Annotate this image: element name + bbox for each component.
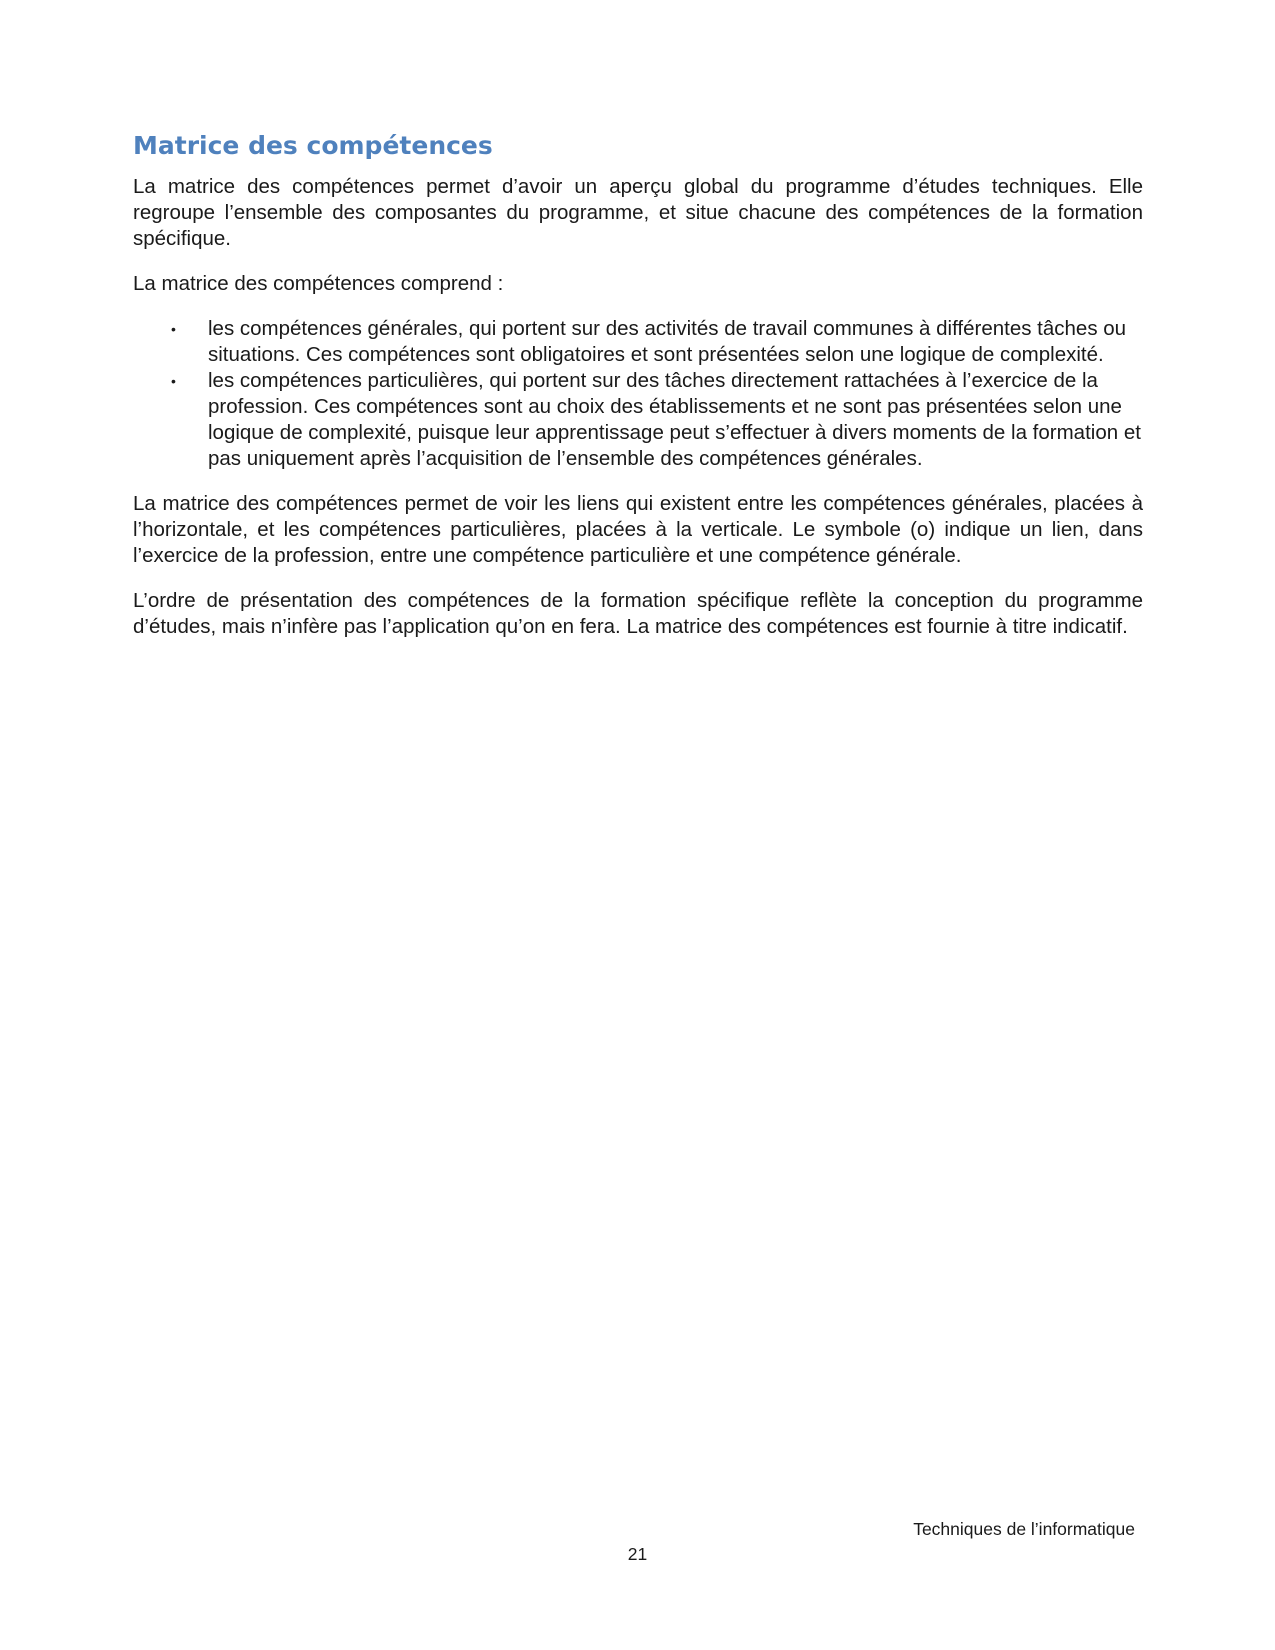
ordre-paragraph: L’ordre de présentation des compétences de la formation spécifique reflète la conception du programme d’études, mais n’infère pas l’application qu’on en fera. La matrice des compétences est fournie à titre indicatif. <box>133 589 1143 638</box>
bullet-icon: • <box>171 321 176 337</box>
footer-document-title: Techniques de l’informatique <box>913 1519 1135 1539</box>
footer-page-number: 21 <box>627 1544 648 1564</box>
bullet-text: les compétences générales, qui portent sur des activités de travail communes à différentes tâches ou situations. Ces compétences sont obligatoires et sont présentées selon une logique de complexité. <box>208 317 1127 366</box>
bullet-text: les compétences particulières, qui portent sur des tâches directement rattachées à l’exercice de la profession. Ces compétences sont au choix des établissements et ne sont pas présentées selon une logique de complexité, puisque leur apprentissage peut s’effectuer à divers moments de la formation et pas uniquement après l’acquisition de l’ensemble des compétences générales. <box>208 369 1141 470</box>
comprend-paragraph: La matrice des compétences comprend : <box>133 272 504 295</box>
bullet-icon: • <box>171 373 176 389</box>
bullet-item-generales <box>171 316 1143 368</box>
intro-paragraph: La matrice des compétences permet d’avoir un aperçu global du programme d’études techniques. Elle regroupe l’ensemble des composantes du programme, et situe chacune des compétences de la formation spécifique. <box>133 175 1143 250</box>
section-title: Matrice des compétences <box>133 131 493 160</box>
page-content <box>133 128 1143 659</box>
bullet-item-particulieres <box>171 368 1143 472</box>
liens-paragraph: La matrice des compétences permet de voir les liens qui existent entre les compétences générales, placées à l’horizontale, et les compétences particulières, placées à la verticale. Le symbole (o) indique un lien, dans l’exercice de la profession, entre une compétence particulière et une compétence générale. <box>133 492 1143 567</box>
competences-bullet-list <box>133 316 1143 472</box>
